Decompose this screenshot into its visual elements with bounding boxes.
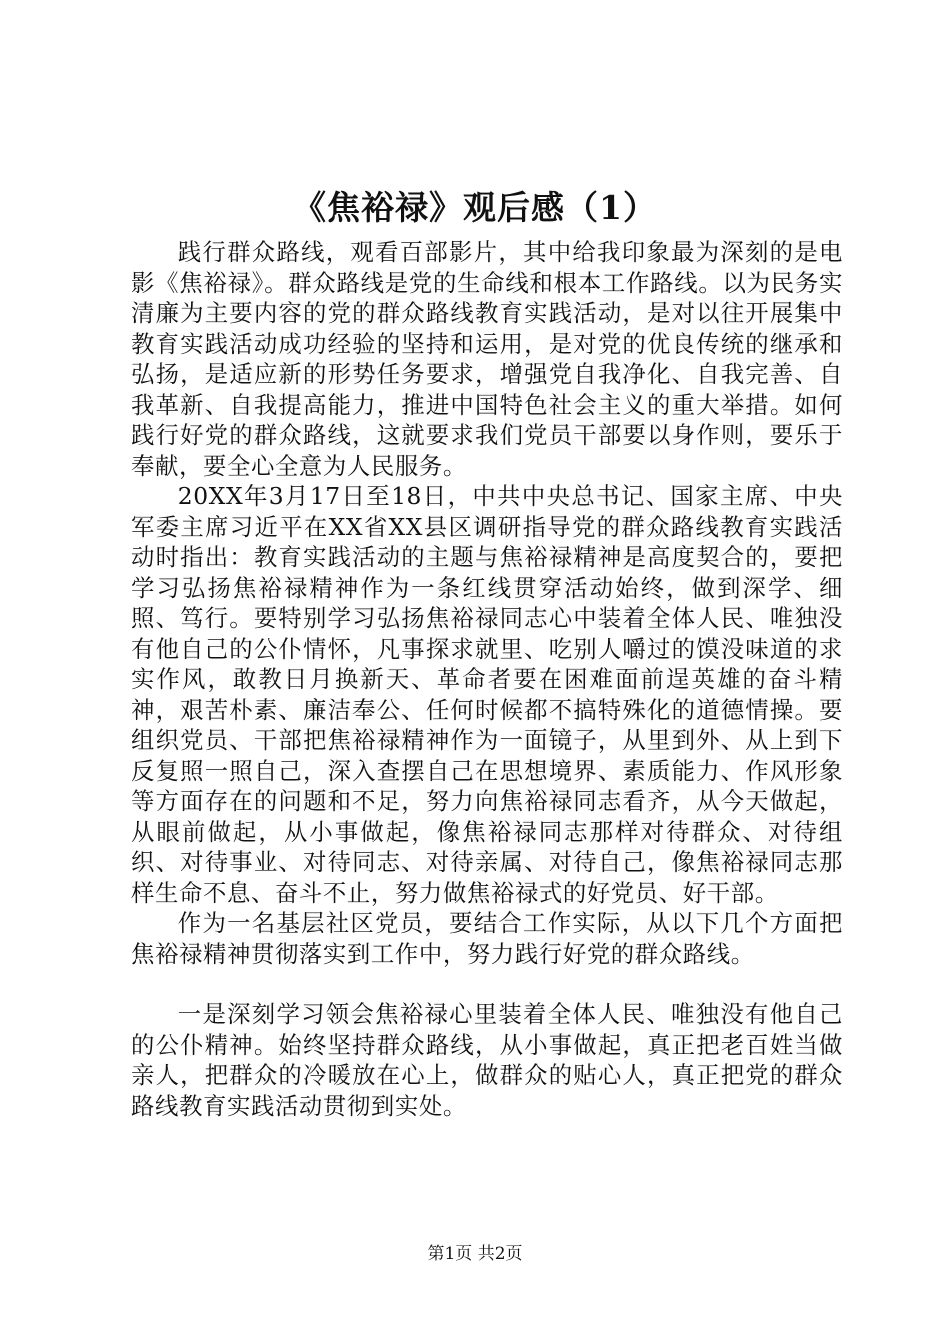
paragraph-4: 一是深刻学习领会焦裕禄心里装着全体人民、唯独没有他自己的公仆精神。始终坚持群众路线，从小事做起，真正把老百姓当做亲人，把群众的冷暖放在心上，做群众的贴心人，真正把党的群众路线教育实践活动贯彻到实处。 [131,1000,843,1120]
page-footer: 第1页 共2页 [427,1244,523,1264]
body-text-block-1 [131,237,843,1121]
paragraph-3: 作为一名基层社区党员，要结合工作实际，从以下几个方面把焦裕禄精神贯彻落实到工作中，努力践行好党的群众路线。 [131,909,843,968]
paragraph-2: 20XX年3月17日至18日，中共中央总书记、国家主席、中央军委主席习近平在XX省XX县区调研指导党的群众路线教育实践活动时指出：教育实践活动的主题与焦裕禄精神是高度契合的，要把学习弘扬焦裕禄精神作为一条红线贯穿活动始终，做到深学、细照、笃行。要特别学习弘扬焦裕禄同志心中装着全体人民、唯独没有他自己的公仆情怀，凡事探求就里、吃别人嚼过的馍没味道的求实作风，敢教日月换新天、革命者要在困难面前逞英雄的奋斗精神，艰苦朴素、廉洁奉公、任何时候都不搞特殊化的道德情操。要组织党员、干部把焦裕禄精神作为一面镜子，从里到外、从上到下反复照一照自己，深入查摆自己在思想境界、素质能力、作风形象等方面存在的问题和不足，努力向焦裕禄同志看齐，从今天做起，从眼前做起，从小事做起，像焦裕禄同志那样对待群众、对待组织、对待事业、对待同志、对待亲属、对待自己，像焦裕禄同志那样生命不息、奋斗不止，努力做焦裕禄式的好党员、好干部。 [131,482,843,907]
document-title: 《焦裕禄》观后感（1） [293,188,657,227]
paragraph-1: 践行群众路线，观看百部影片，其中给我印象最为深刻的是电影《焦裕禄》。群众路线是党的生命线和根本工作路线。以为民务实清廉为主要内容的党的群众路线教育实践活动，是对以往开展集中教育实践活动成功经验的坚持和运用，是对党的优良传统的继承和弘扬，是适应新的形势任务要求，增强党自我净化、自我完善、自我革新、自我提高能力，推进中国特色社会主义的重大举措。如何践行好党的群众路线，这就要求我们党员干部要以身作则，要乐于奉献，要全心全意为人民服务。 [131,238,843,480]
